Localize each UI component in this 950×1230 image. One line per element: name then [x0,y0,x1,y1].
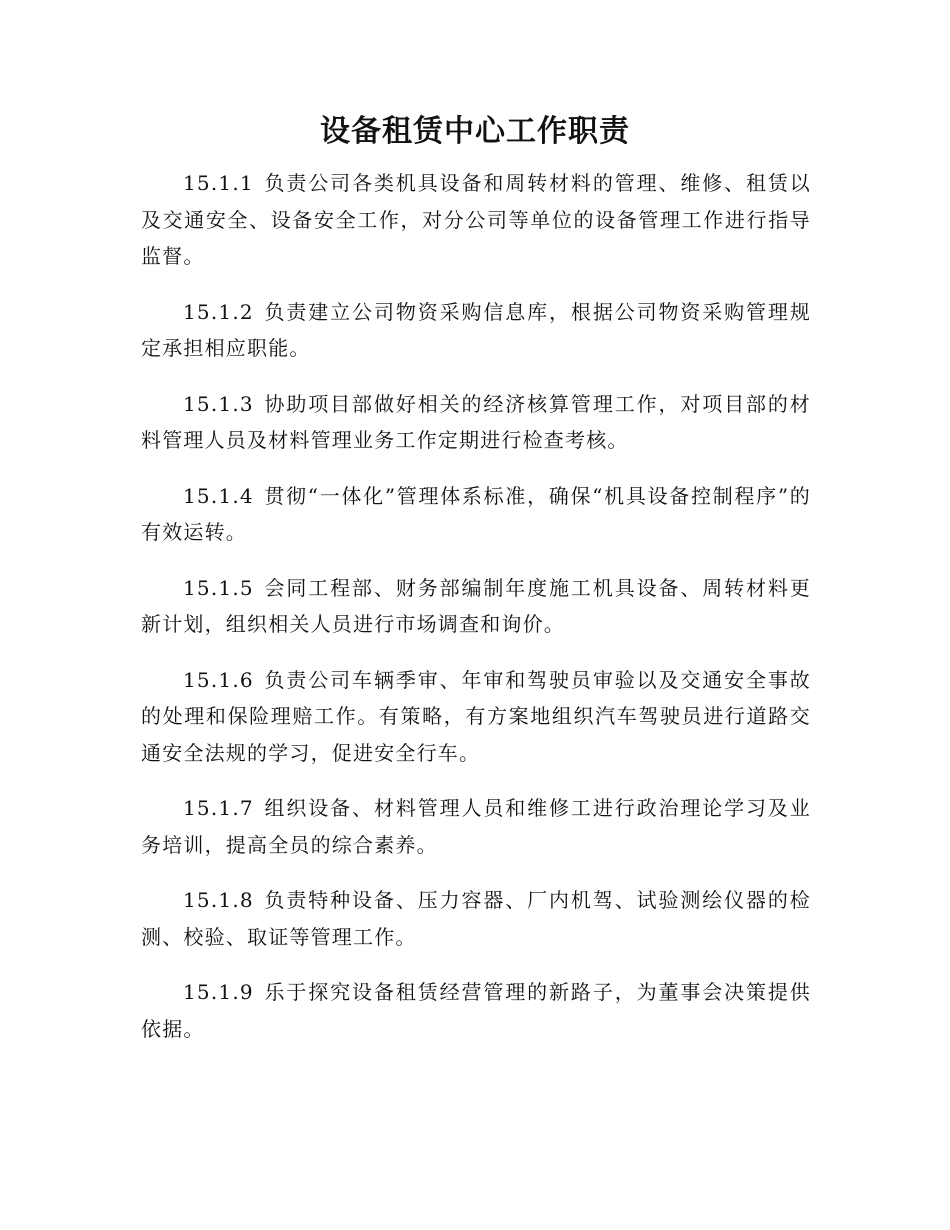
duty-item-text: 组织设备、材料管理人员和维修工进行政治理论学习及业务培训，提高全员的综合素养。 [141,796,811,857]
duty-item [141,662,811,772]
duty-item-text: 负责特种设备、压力容器、厂内机驾、试验测绘仪器的检测、校验、取证等管理工作。 [141,888,811,949]
duty-item-number: 15.1.1 [183,171,254,195]
duty-item [141,570,811,643]
duty-item [141,386,811,459]
duty-item [141,165,811,275]
duty-item-text: 贯彻“一体化”管理体系标准，确保“机具设备控制程序”的有效运转。 [141,483,811,544]
duty-item-text: 协助项目部做好相关的经济核算管理工作，对项目部的材料管理人员及材料管理业务工作定期进行检查考核。 [141,391,811,452]
duty-item [141,974,811,1047]
duty-item [141,790,811,863]
duty-item [141,294,811,367]
duty-item-number: 15.1.8 [183,888,254,912]
duty-item-number: 15.1.6 [183,667,254,692]
duty-item-text: 负责建立公司物资采购信息库，根据公司物资采购管理规定承担相应职能。 [141,299,811,360]
duty-item-number: 15.1.3 [183,391,254,416]
duty-item [141,478,811,551]
document-body [141,165,811,1066]
duty-item-number: 15.1.5 [183,575,254,600]
duty-item-number: 15.1.2 [183,299,254,324]
duty-item-text: 乐于探究设备租赁经营管理的新路子，为董事会决策提供依据。 [141,980,811,1041]
duty-item-number: 15.1.9 [183,980,254,1004]
duty-item-number: 15.1.7 [183,796,254,820]
duty-item-text: 负责公司车辆季审、年审和驾驶员审验以及交通安全事故的处理和保险理赔工作。有策略，有方案地组织汽车驾驶员进行道路交通安全法规的学习，促进安全行车。 [141,667,811,765]
duty-item [141,882,811,955]
duty-item-number: 15.1.4 [183,483,254,508]
duty-item-text: 负责公司各类机具设备和周转材料的管理、维修、租赁以及交通安全、设备安全工作，对分公司等单位的设备管理工作进行指导监督。 [141,171,811,268]
document-title: 设备租赁中心工作职责 [320,114,630,149]
duty-item-text: 会同工程部、财务部编制年度施工机具设备、周转材料更新计划，组织相关人员进行市场调查和询价。 [141,575,811,636]
